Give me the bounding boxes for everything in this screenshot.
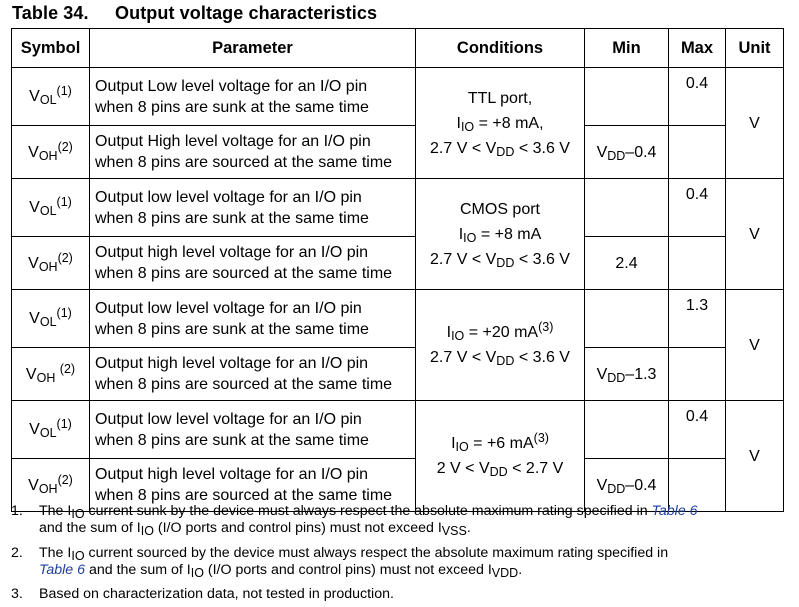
footnote-1: 1. The $I_{IO}$ current sunk by the device must always respect the absolute maximum rating specified in Table 6 and the sum of $I_{IO}$ (I/O ports and control pins) must not exceed $I_{VSS}$.: [11, 503, 698, 538]
table-6-link[interactable]: Table 6: [39, 562, 86, 578]
symbol-cell: $V_{OL}^{(1)}$: [12, 68, 90, 126]
header-conditions: Conditions: [416, 29, 585, 68]
min-cell: [585, 68, 669, 126]
table-6-link[interactable]: Table 6: [651, 503, 698, 519]
parameter-cell: Output High level voltage for an I/O pin when 8 pins are sourced at the same time: [90, 126, 416, 179]
header-unit: Unit: [726, 29, 784, 68]
conditions-cell: $I_{IO} = +6$ $mA^{(3)}$ 2 $V < V_{DD} < 2.7$ V: [416, 401, 585, 512]
min-cell: $V_{DD}-1.3$: [585, 348, 669, 401]
header-symbol: Symbol: [12, 29, 90, 68]
max-cell: [669, 237, 726, 290]
parameter-cell: Output high level voltage for an I/O pin when 8 pins are sourced at the same time: [90, 459, 416, 512]
parameter-cell: Output Low level voltage for an I/O pin when 8 pins are sunk at the same time: [90, 68, 416, 126]
table-row: [12, 290, 784, 348]
min-cell: [585, 290, 669, 348]
min-cell: [585, 179, 669, 237]
symbol-cell: $V_{OL}^{(1)}$: [12, 179, 90, 237]
symbol-cell: $V_{OH}$ $^{(2)}$: [12, 348, 90, 401]
table-row: [12, 348, 784, 401]
parameter-cell: Output low level voltage for an I/O pin when 8 pins are sunk at the same time: [90, 179, 416, 237]
table-number: Table 34.: [12, 3, 89, 23]
max-cell: [669, 126, 726, 179]
table-row: [12, 126, 784, 179]
max-cell: 0.4: [669, 179, 726, 237]
table-caption: Output voltage characteristics: [115, 3, 378, 23]
header-parameter: Parameter: [90, 29, 416, 68]
conditions-cell: $I_{IO} = +20$ $mA^{(3)}$ 2.7 $V < V_{DD} < 3.6$ V: [416, 290, 585, 401]
footnote-3: 3. Based on characterization data, not tested in production.: [11, 586, 394, 602]
symbol-cell: $V_{OL}^{(1)}$: [12, 290, 90, 348]
max-cell: 1.3: [669, 290, 726, 348]
unit-cell: V: [726, 68, 784, 179]
max-cell: 0.4: [669, 68, 726, 126]
table-row: [12, 401, 784, 459]
table-row: [12, 68, 784, 126]
symbol-cell: $V_{OH}^{(2)}$: [12, 459, 90, 512]
table-row: [12, 179, 784, 237]
min-cell: 2.4: [585, 237, 669, 290]
min-cell: [585, 401, 669, 459]
unit-cell: V: [726, 401, 784, 512]
conditions-cell: CMOS port $I_{IO} = +8$ mA 2.7 $V < V_{DD} < 3.6$ V: [416, 179, 585, 290]
symbol-cell: $V_{OL}^{(1)}$: [12, 401, 90, 459]
header-row: [12, 29, 784, 68]
conditions-cell: TTL port, $I_{IO} = +8$ mA, 2.7 $V < V_{DD} < 3.6$ V: [416, 68, 585, 179]
footnote-2: 2. The $I_{IO}$ current sourced by the device must always respect the absolute maximum rating specified in Table 6 and the sum of $I_{IO}$ (I/O ports and control pins) must not exceed $I_{VDD}$.: [11, 545, 669, 580]
min-cell: $V_{DD}-0.4$: [585, 459, 669, 512]
table-title: [12, 3, 377, 24]
table-row: [12, 237, 784, 290]
symbol-cell: $V_{OH}^{(2)}$: [12, 237, 90, 290]
parameter-cell: Output high level voltage for an I/O pin when 8 pins are sourced at the same time: [90, 348, 416, 401]
parameter-cell: Output low level voltage for an I/O pin when 8 pins are sunk at the same time: [90, 290, 416, 348]
min-cell: $V_{DD}-0.4$: [585, 126, 669, 179]
max-cell: 0.4: [669, 401, 726, 459]
unit-cell: V: [726, 179, 784, 290]
parameter-cell: Output high level voltage for an I/O pin when 8 pins are sourced at the same time: [90, 237, 416, 290]
symbol-cell: $V_{OH}^{(2)}$: [12, 126, 90, 179]
max-cell: [669, 348, 726, 401]
output-voltage-table: [11, 28, 784, 512]
header-max: Max: [669, 29, 726, 68]
parameter-cell: Output low level voltage for an I/O pin when 8 pins are sunk at the same time: [90, 401, 416, 459]
header-min: Min: [585, 29, 669, 68]
unit-cell: V: [726, 290, 784, 401]
